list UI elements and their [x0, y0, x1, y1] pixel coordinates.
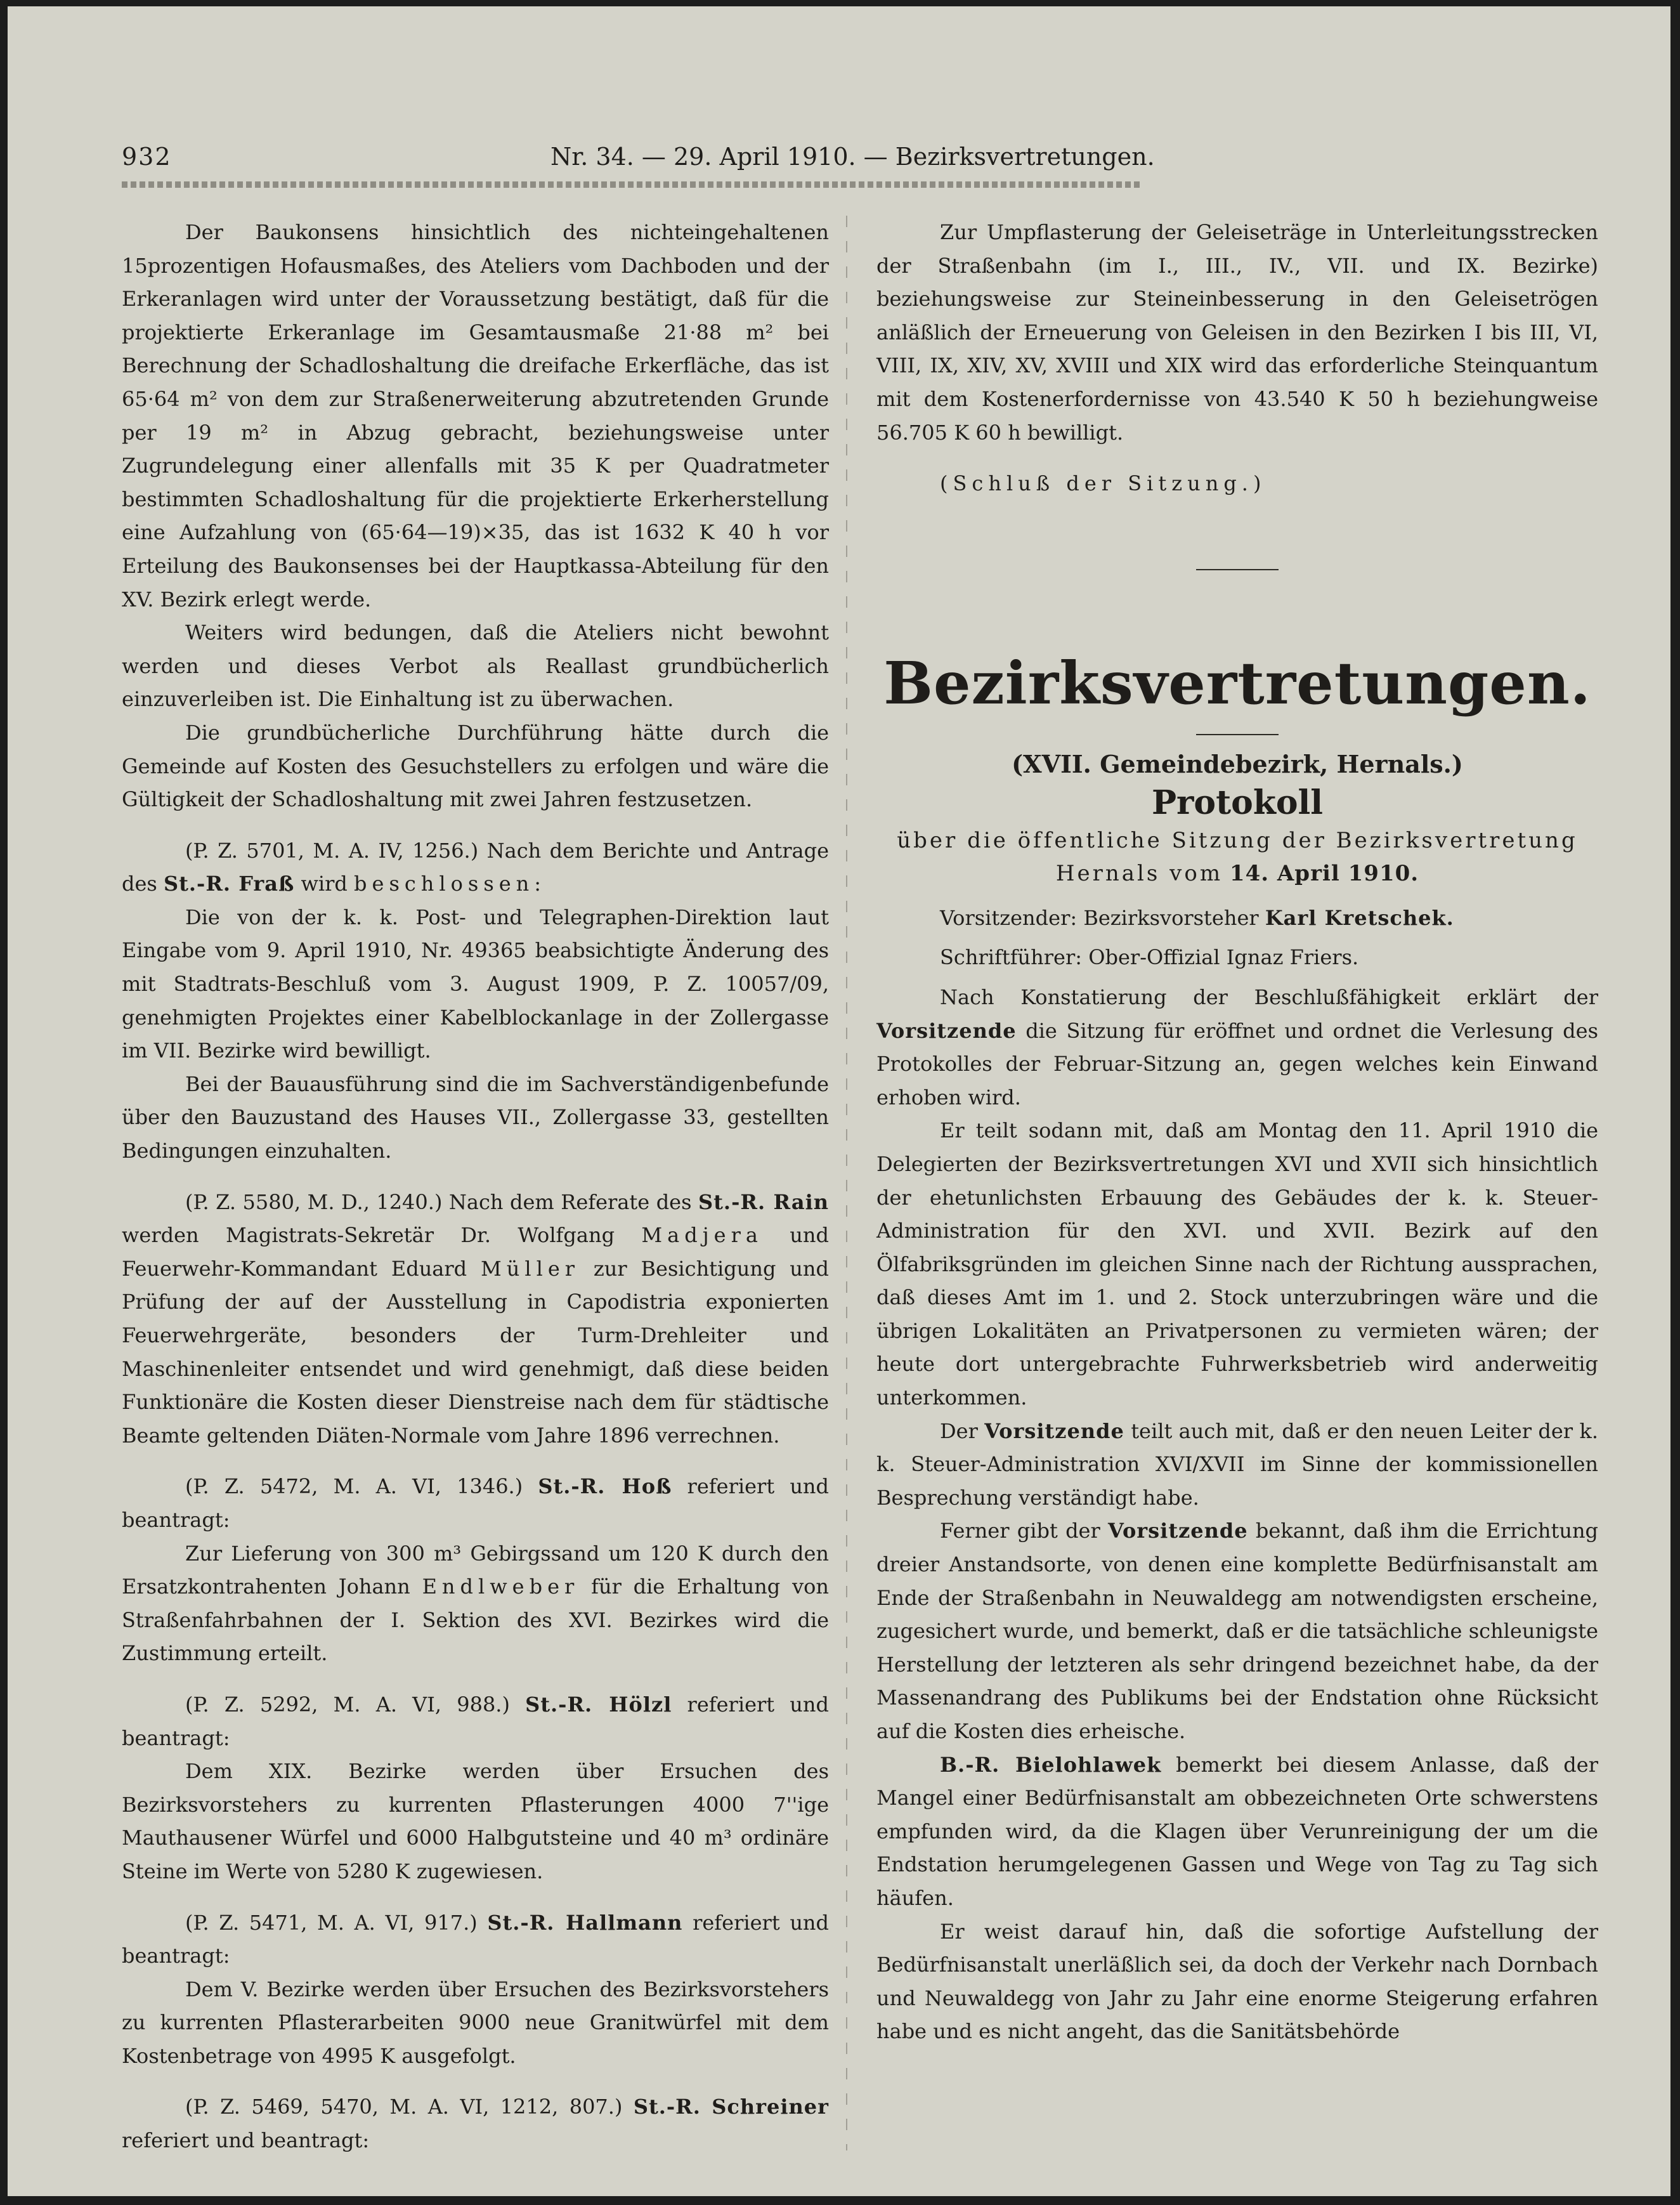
- header-wavy-rule: [122, 181, 1140, 188]
- speaker-name: Vorsitzende: [876, 1018, 1017, 1043]
- paragraph: Zur Umpflasterung der Geleiseträge in Unterleitungsstrecken der Straßenbahn (im I., III., IV., VII. und IX. Bezirke) beziehungsweise zur Steineinbesserung in den Geleisetrögen anläßlich der Erneuerung von Geleisen in den Bezirken I bis III, VI, VIII, IX, XIV, XV, XVIII und XIX wird das erforderliche Steinquantum mit dem Kostenerfordernisse von 43.540 K 50 h beziehungweise 56.705 K 60 h bewilligt.: [876, 220, 1598, 445]
- right-column: [876, 216, 1598, 2048]
- speaker-name: St.-R. Fraß: [164, 872, 295, 896]
- section-divider: [1196, 569, 1279, 570]
- speaker-name: St.-R. Hallmann: [487, 1910, 683, 1935]
- paragraph: Er teilt sodann mit, daß am Montag den 11. April 1910 die Delegierten der Bezirksvertretungen XVI und XVII sich hinsichtlich der ehetunlichsten Erbauung des Gebäudes der k. k. Steuer-Administration für den XVI. und XVII. Bezirk auf den Ölfabriksgründen im gleichen Sinne nach der Richtung aussprachen, daß dieses Amt im 1. und 2. Stock unterzubringen wäre und die übrigen Lokalitäten an Privatpersonen zu vermieten wären; der heute dort untergebrachte Fuhrwerksbetrieb wird anderweitig unterkommen.: [876, 1118, 1598, 1410]
- speaker-name: St.-R.: [633, 2095, 701, 2119]
- paragraph: Ferner gibt der Vorsitzende bekannt, daß ihm die Errichtung dreier Anstandsorte, von denen eine komplette Bedürfnisanstalt am Ende der Straßenbahn in Neuwaldegg am notwendigsten erscheine, zugesichert wurde, und bemerkt, daß er die tatsächliche schleunigste Herstellung der letzteren als sehr dringend bezeichnet habe, da der Massenandrang des Publikums bei der Endstation ohne Rücksicht auf die Kosten dies erheische.: [876, 1519, 1599, 1743]
- paragraph: (P. Z. 5292, M. A. VI, 988.) St.-R. Hölzl referiert und beantragt:: [122, 1692, 830, 1750]
- column-separator: [846, 216, 847, 2150]
- paragraph: Nach Konstatierung der Beschlußfähigkeit erklärt der Vorsitzende die Sitzung für eröffnet und ordnet die Verlesung des Protokolles der Februar-Sitzung an, gegen welches kein Einwand erhoben wird.: [876, 985, 1599, 1109]
- protokoll-date: Hernals vom 14. April 1910.: [1055, 860, 1419, 886]
- protokoll-subtitle: über die öffentliche Sitzung der Bezirksvertretung: [897, 827, 1578, 853]
- closing-note: (Schluß der Sitzung.): [940, 471, 1267, 496]
- speaker-name: B.-R. Bielohlawek: [940, 1752, 1162, 1777]
- paragraph: Er weist darauf hin, daß die sofortige Aufstellung der Bedürfnisanstalt unerläßlich sei, da doch der Verkehr nach Dornbach und Neuwaldegg von Jahr zu Jahr eine enorme Steigerung erfahren habe und es nicht angeht, das die Sanitätsbehörde: [876, 1919, 1598, 2044]
- left-column: [122, 216, 829, 2157]
- person-name: Müller: [481, 1256, 580, 1281]
- speaker-name: Schreiner: [712, 2095, 830, 2119]
- chairperson: Vorsitzender: Bezirksvorsteher Karl Kretschek.: [940, 905, 1454, 930]
- person-name: Endlweber: [422, 1574, 580, 1599]
- paragraph: Zur Lieferung von 300 m³ Gebirgssand um 120 K durch den Ersatzkontrahenten Johann Endlweber für die Erhaltung von Straßenfahrbahnen der I. Sektion des XVI. Bezirkes wird die Zustimmung erteilt.: [122, 1541, 830, 1666]
- speaker-name: St.-R. Hoß: [538, 1474, 672, 1499]
- paragraph: Die von der k. k. Post- und Telegraphen-Direktion laut Eingabe vom 9. April 1910, Nr. 49365 beabsichtigte Änderung des mit Stadtrats-Beschluß vom 3. August 1909, P. Z. 10057/09, genehmigten Projektes einer Kabelblockanlage in der Zollergasse im VII. Bezirke wird bewilligt.: [122, 905, 829, 1063]
- paragraph: (P. Z. 5469, 5470, M. A. VI, 1212, 807.) St.-R. Schreiner referiert und beantragt:: [122, 2095, 830, 2153]
- running-title: Nr. 34. — 29. April 1910. — Bezirksvertretungen.: [550, 143, 1155, 171]
- paragraph: Dem V. Bezirke werden über Ersuchen des Bezirksvorstehers zu kurrenten Pflasterarbeiten 9000 neue Granitwürfel mit dem Kostenbetrage von 4995 K ausgefolgt.: [122, 1977, 829, 2068]
- paragraph: Der Baukonsens hinsichtlich des nichteingehaltenen 15prozentigen Hofausmaßes, des Ateliers vom Dachboden und der Erkeranlagen wird unter der Voraussetzung bestätigt, daß für die projektierte Erkeranlage im Gesamtausmaße 21·88 m² bei Berechnung der Schadloshaltung die dreifache Erkerfläche, das ist 65·64 m² von dem zur Straßenerweiterung abzutretenden Grunde per 19 m² in Abzug gebracht, beziehungsweise unter Zugrundelegung einer allenfalls mit 35 K per Quadratmeter bestimmten Schadloshaltung für die projektierte Erkerherstellung eine Aufzahlung von (65·64—19)×35, das ist 1632 K 40 h vor Erteilung des Baukonsenses bei der Hauptkassa-Abteilung für den XV. Bezirk erlegt werde.: [122, 220, 829, 612]
- person-name: Madjera: [641, 1223, 763, 1248]
- paragraph: Weiters wird bedungen, daß die Ateliers nicht bewohnt werden und dieses Verbot als Reallast grundbücherlich einzuverleiben ist. Die Einhaltung ist zu überwachen.: [122, 620, 829, 712]
- paragraph: Bei der Bauausführung sind die im Sachverständigenbefunde über den Bauzustand des Hauses VII., Zollergasse 33, gestellten Bedingungen einzuhalten.: [122, 1071, 829, 1163]
- paragraph: (P. Z. 5471, M. A. VI, 917.) St.-R. Hallmann referiert und beantragt:: [122, 1910, 830, 1968]
- secretary: Schriftführer: Ober-Offizial Ignaz Friers.: [940, 945, 1359, 970]
- title-underline: [1196, 734, 1279, 735]
- paragraph: Die grundbücherliche Durchführung hätte durch die Gemeinde auf Kosten des Gesuchstellers zu erfolgen und wäre die Gültigkeit der Schadloshaltung mit zwei Jahren festzusetzen.: [122, 720, 829, 812]
- paragraph: (P. Z. 5701, M. A. IV, 1256.) Nach dem Berichte und Antrage des St.-R. Fraß wird beschlossen:: [122, 838, 829, 896]
- document-page: [8, 6, 1670, 2196]
- paragraph: (P. Z. 5472, M. A. VI, 1346.) St.-R. Hoß referiert und beantragt:: [122, 1474, 830, 1532]
- paragraph: (P. Z. 5580, M. D., 1240.) Nach dem Referate des St.-R. Rain werden Magistrats-Sekretär Dr. Wolfgang Madjera und Feuerwehr-Kommandant Eduard Müller zur Besichtigung und Prüfung der auf der Ausstellung in Capodistria exponierten Feuerwehrgeräte, besonders der Turm-Drehleiter und Maschinenleiter entsendet und wird genehmigt, daß diese beiden Funktionäre die Kosten dieser Dienstreise nach dem für städtische Beamte geltenden Diäten-Normale vom Jahre 1896 verrechnen.: [122, 1189, 830, 1448]
- district-heading: (XVII. Gemeindebezirk, Hernals.): [1012, 749, 1463, 778]
- speaker-name: St.-R. Hölzl: [525, 1692, 672, 1717]
- speaker-name: Vorsitzende: [984, 1418, 1124, 1443]
- speaker-name: Vorsitzende: [1108, 1519, 1248, 1543]
- page-number: 932: [122, 143, 172, 171]
- paragraph: Dem XIX. Bezirke werden über Ersuchen des Bezirksvorstehers zu kurrenten Pflasterungen 4000 7''ige Mauthausener Würfel und 6000 Halbgutsteine und 40 m³ ordinäre Steine im Werte von 5280 K zugewiesen.: [122, 1759, 829, 1883]
- person-name: Karl Kretschek.: [1265, 905, 1454, 930]
- paragraph: B.-R. Bielohlawek bemerkt bei diesem Anlasse, daß der Mangel einer Bedürfnisanstalt am obbezeichneten Orte schwerstens empfunden wird, da die Klagen über Verunreinigung der um die Endstation herumgelegenen Gassen und Wege von Tag zu Tag sich häufen.: [876, 1752, 1599, 1910]
- speaker-name: St.-R. Rain: [698, 1189, 830, 1214]
- protokoll-heading: Protokoll: [1151, 783, 1324, 822]
- paragraph: Der Vorsitzende teilt auch mit, daß er den neuen Leiter der k. k. Steuer-Administration XVI/XVII im Sinne der kommissionellen Besprechung verständigt habe.: [876, 1418, 1599, 1510]
- page-header: [122, 143, 1155, 174]
- section-title: Bezirksvertretungen.: [883, 648, 1591, 717]
